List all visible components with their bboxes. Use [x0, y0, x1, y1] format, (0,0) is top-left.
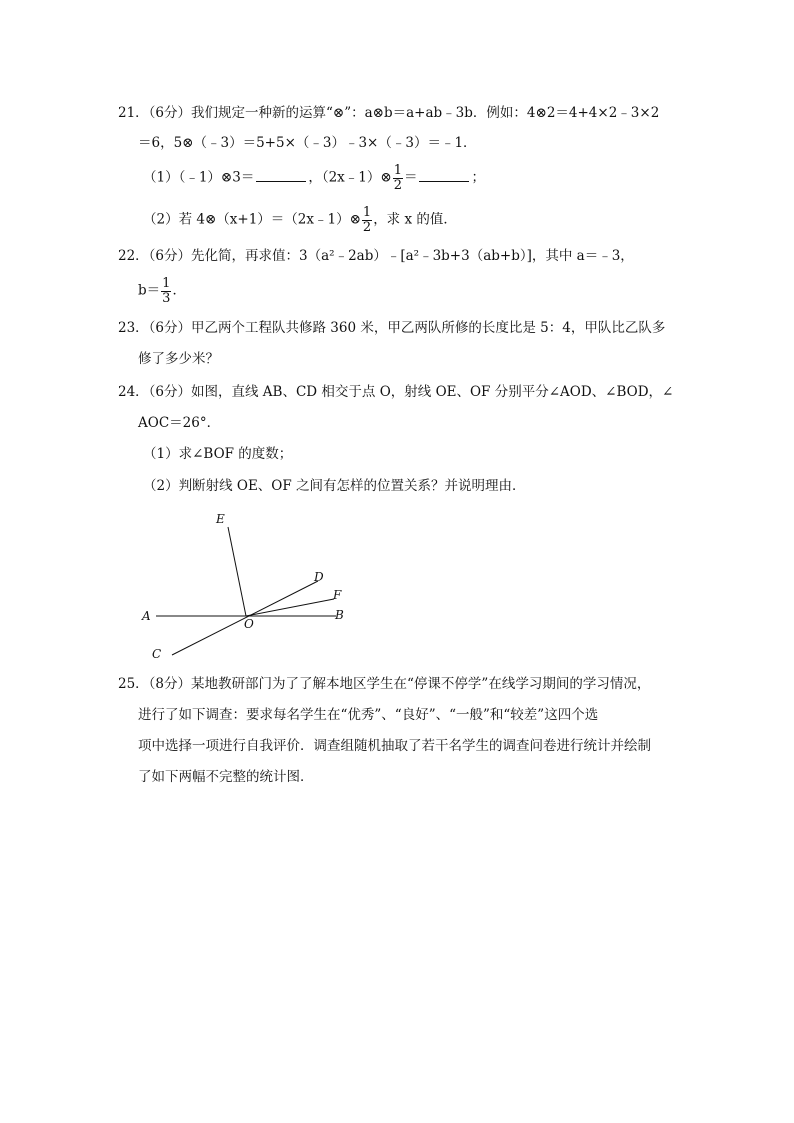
q25-line-2: 进行了如下调查：要求每名学生在“优秀”、“良好”、“一般”和“较差”这四个选: [138, 707, 599, 723]
fraction-one-half: [393, 164, 403, 192]
q21-line-2: ＝6，5⊗（﹣3）＝5+5×（﹣3）﹣3×（﹣3）＝﹣1．: [138, 135, 477, 151]
q22-line-1: 22．（6分）先化简，再求值：3（a²﹣2ab）﹣[a²﹣3b+3（ab+b）]，其中 a＝﹣3，: [118, 248, 634, 264]
q25-line-4: 了如下两幅不完整的统计图．: [138, 769, 314, 785]
label-F: F: [333, 588, 342, 602]
q21-part-1-text-b: ，（2x﹣1）⊗: [308, 169, 392, 186]
answer-blank-1: [256, 170, 306, 182]
fraction-denominator: 2: [362, 219, 372, 235]
equals-sign: ＝: [403, 169, 418, 186]
fraction-denominator: 2: [393, 177, 402, 193]
fraction-one-half: [362, 206, 372, 234]
ray-OE: [228, 527, 246, 616]
q25-line-1: 25．（8分）某地教研部门为了了解本地区学生在“停课不停学”在线学习期间的学习情况，: [118, 676, 651, 692]
q22-line-2-text-a: b＝: [138, 282, 161, 299]
q21-part-1-text-c: ；: [471, 169, 485, 186]
ray-OF: [246, 599, 334, 616]
q24-line-2: AOC＝26°．: [138, 415, 221, 431]
fraction-numerator: 1: [362, 205, 372, 220]
q21-part-2: [143, 206, 457, 234]
fraction-numerator: 1: [393, 163, 402, 178]
label-E: E: [216, 512, 225, 526]
q22-line-2-text-b: ．: [172, 282, 186, 299]
q23-line-1: 23．（6分）甲乙两个工程队共修路 360 米，甲乙两队所修的长度比是 5：4，甲队比乙队多: [118, 320, 666, 336]
label-A: A: [142, 609, 151, 623]
q25-line-3: 项中选择一项进行自我评价．调查组随机抽取了若干名学生的调查问卷进行统计并绘制: [138, 738, 651, 754]
fraction-numerator: 1: [162, 276, 171, 291]
geometry-figure: [138, 505, 348, 665]
q21-line-1: 21．（6分）我们规定一种新的运算“⊗”：a⊗b＝a+ab﹣3b．例如：4⊗2＝4+4×2﹣3×2: [118, 105, 660, 121]
q21-part-1: [143, 164, 485, 192]
q24-line-1: 24．（6分）如图，直线 AB、CD 相交于点 O，射线 OE、OF 分别平分∠AOD、∠BOD，∠: [118, 384, 674, 400]
q22-line-2: [138, 277, 186, 305]
q21-part-2-text-a: （2）若 4⊗（x+1）＝（2x﹣1）⊗: [143, 211, 361, 228]
q24-part-1: （1）求∠BOF 的度数；: [143, 446, 293, 462]
label-D: D: [314, 570, 324, 584]
q24-part-2: （2）判断射线 OE、OF 之间有怎样的位置关系？并说明理由．: [143, 478, 526, 494]
fraction-one-third: [161, 277, 171, 305]
q23-line-2: 修了多少米？: [138, 351, 219, 367]
q21-part-2-text-b: ，求 x 的值．: [373, 211, 457, 228]
fraction-denominator: 3: [162, 290, 171, 306]
label-O: O: [244, 617, 254, 631]
label-C: C: [152, 647, 162, 661]
answer-blank-2: [419, 170, 469, 182]
label-B: B: [335, 608, 344, 622]
q21-part-1-text-a: （1）（﹣1）⊗3＝: [143, 169, 255, 186]
